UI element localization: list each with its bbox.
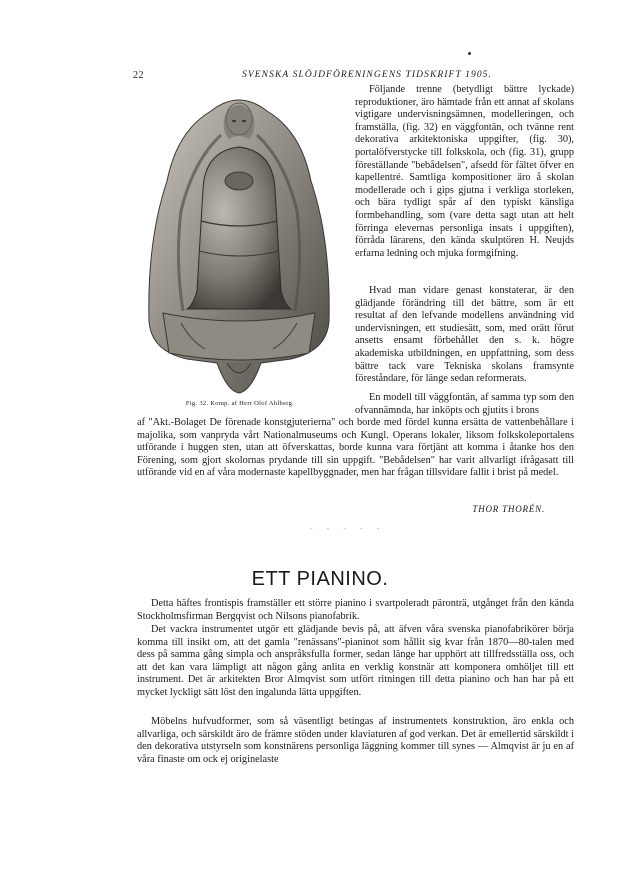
author-signature: THOR THORÉN.: [472, 504, 545, 514]
wall-fountain-illustration-icon: [141, 91, 337, 396]
page-header: [0, 70, 640, 84]
article-paragraph-2: Hvad man vidare genast konstaterar, är den glädjande förändring till det bättre, som är ett resultat af den lefvande modellens användning vid undervisningen, ett studiesätt, som, med orätt förut ansetts ensamt förbehållet den s. k. högre akademiska utbildningen, en uppfattning, som dess bättre tack vare Tekniska skolans framsynte föreståndare, för länge sedan reformerats.: [355, 285, 574, 385]
figure-wall-fountain: [141, 91, 337, 396]
figure-caption: Fig. 32. Komp. af Herr Olof Ahlberg.: [185, 400, 295, 407]
article-paragraph-3-start: En modell till väggfontän, af samma typ som den ofvannämnda, har inköpts och gjutits i brons: [355, 392, 574, 416]
article-paragraph-3-continued: af "Akt.-Bolaget De förenade konstgjuterierna" och borde med fördel kunna ersätta de vattenbehållare i majolika, som vanpryda vårt Nationalmuseums och Kungl. Operans lokaler, liksom folkskoleportalens utförande i huggen sten, utan att öfverskattas, borde kunna vara förtjänt att komma i åtanke hos den Förening, som gjort skolornas prydande till sin uppgift. "Bebådelsen" har varit allvarligt ifrågasatt till utförande vid en af våra modernaste kapellbyggnader, men har frågan tillsvidare fallit i brist på medel.: [137, 417, 574, 479]
article-paragraph-1: Följande trenne (betydligt bättre lyckade) reproduktioner, äro hämtade från ett annat af skolans vigtigare undervisningsämnen, modelleringen, och framställa, (fig. 32) en väggfontän, och tvänne rent dekorativa arkitektoniska uppgifter, (fig. 30), portalöfverstycke till folkskola, och (fig. 31), grupp föreställande "bebådelsen", afsedd för fältet öfver en kapellentré. Samtliga kompositioner äro å skolan modellerade och i gips gjutna i verkliga storleken, och bära tydligt spår af den typiskt känsliga formbehandling, som (vare detta sagt utan att helt förringa elevernas personliga insats i uppgiften), förråda lärarens, den kända skulptören H. Neujds erfarna ledning och mjuka formgifning.: [355, 84, 574, 259]
article-title: ETT PIANINO.: [251, 568, 389, 590]
pianino-paragraph-1: Detta häftes frontispis framställer ett större pianino i svartpoleradt päronträ, utgånget från den kända Stockholmsfirman Bergqvist och Nilsons pianofabrik.: [137, 598, 574, 622]
page-number: 22: [133, 70, 144, 81]
pianino-paragraph-3: Möbelns hufvudformer, som så väsentligt betingas af instrumentets konstruktion, äro enkla och allvarliga, och särskildt äro de främre stöden under klaviaturen af god verkan. Det är emellertid särskildt i den dekorativa utstyrseln som konstnärens personliga läggning kommer till synes — Almqvist är ju en af våra finaste om ock ej originelaste: [137, 716, 574, 765]
pianino-paragraph-2: Det vackra instrumentet utgör ett glädjande bevis på, att äfven våra svenska pianofabrikörer börja komma till insikt om, att det gamla "renässans"-pianinot som hållit sig kvar från 1870—80-talen med dess på samma gång simpla och anspråksfulla former, sedan länge har upphört att tillfredsställa oss, och att det kan vara lämpligt att någon gång anlita en verklig konstnär att komponera omhöljet till ett instrument. Det är arkitekten Bror Almqvist som utfört ritningen till detta pianino och han har på ett mycket lyckligt sätt löst den ingalunda lätta uppgiften.: [137, 624, 574, 698]
running-title: SVENSKA SLÖJDFÖRENINGENS TIDSKRIFT 1905.: [242, 70, 493, 80]
section-separator: - - - - -: [310, 524, 386, 533]
header-dot: [468, 52, 471, 55]
